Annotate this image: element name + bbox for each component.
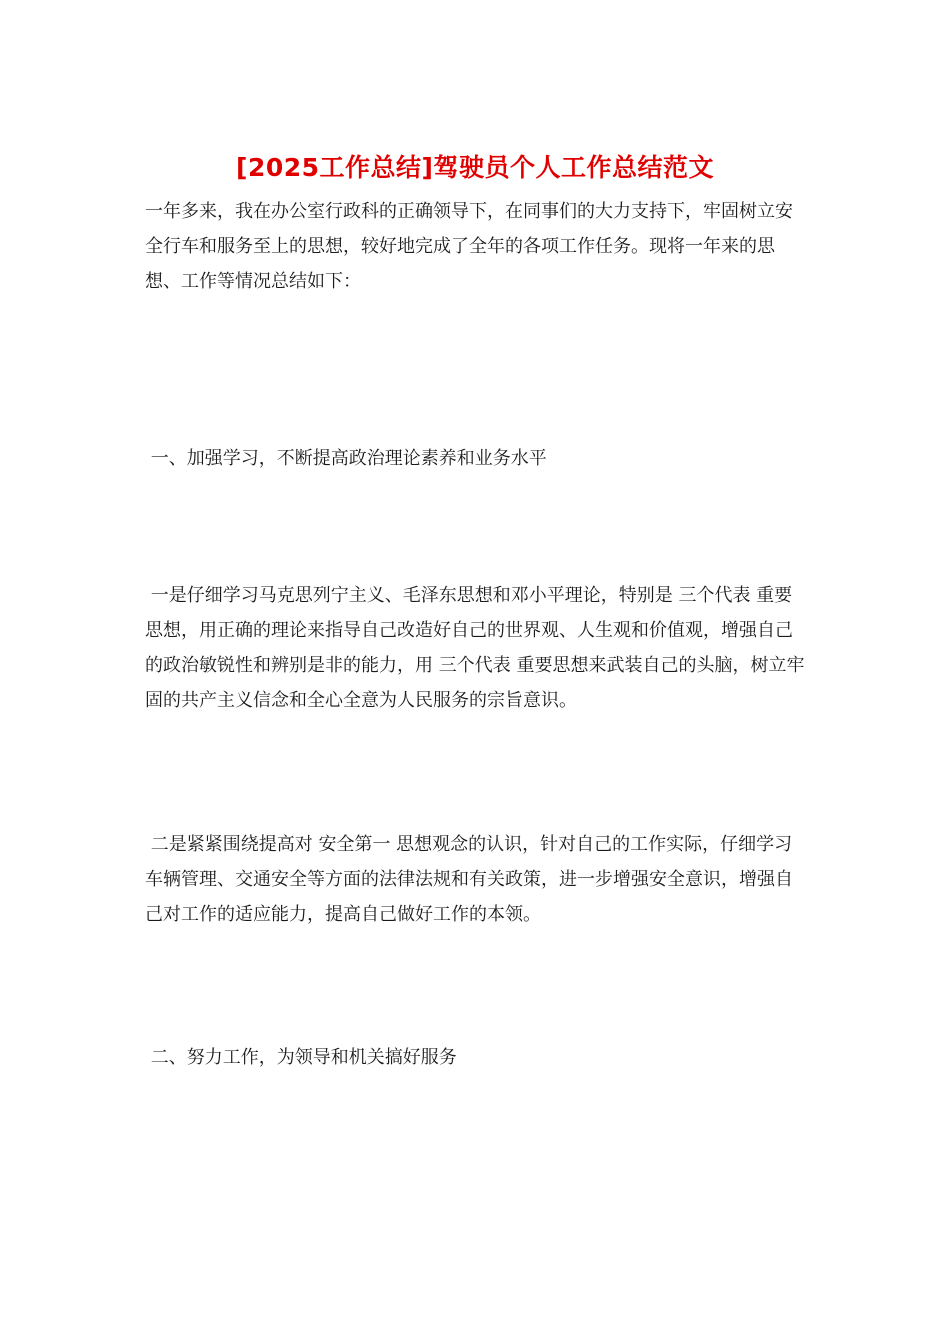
section1-point-1: 一是仔细学习马克思列宁主义、毛泽东思想和邓小平理论，特别是 三个代表 重要思想，用正确的理论来指导自己改造好自己的世界观、人生观和价值观，增强自己的政治敏锐性和辨别是非的能力，用 三个代表 重要思想来武装自己的头脑，树立牢固的共产主义信念和全心全意为人民服务的宗旨意识。 — [145, 585, 805, 711]
section-heading-2: 二、努力工作，为领导和机关搞好服务 — [145, 1047, 457, 1068]
section1-point-2: 二是紧紧围绕提高对 安全第一 思想观念的认识，针对自己的工作实际，仔细学习车辆管理、交通安全等方面的法律法规和有关政策，进一步增强安全意识，增强自己对工作的适应能力，提高自己做好工作的本领。 — [145, 834, 793, 925]
intro-paragraph: 一年多来，我在办公室行政科的正确领导下，在同事们的大力支持下，牢固树立安全行车和服务至上的思想，较好地完成了全年的各项工作任务。现将一年来的思想、工作等情况总结如下： — [145, 201, 793, 292]
section-heading-1: 一、加强学习，不断提高政治理论素养和业务水平 — [145, 448, 547, 469]
document-title: [2025工作总结]驾驶员个人工作总结范文 — [236, 153, 714, 182]
